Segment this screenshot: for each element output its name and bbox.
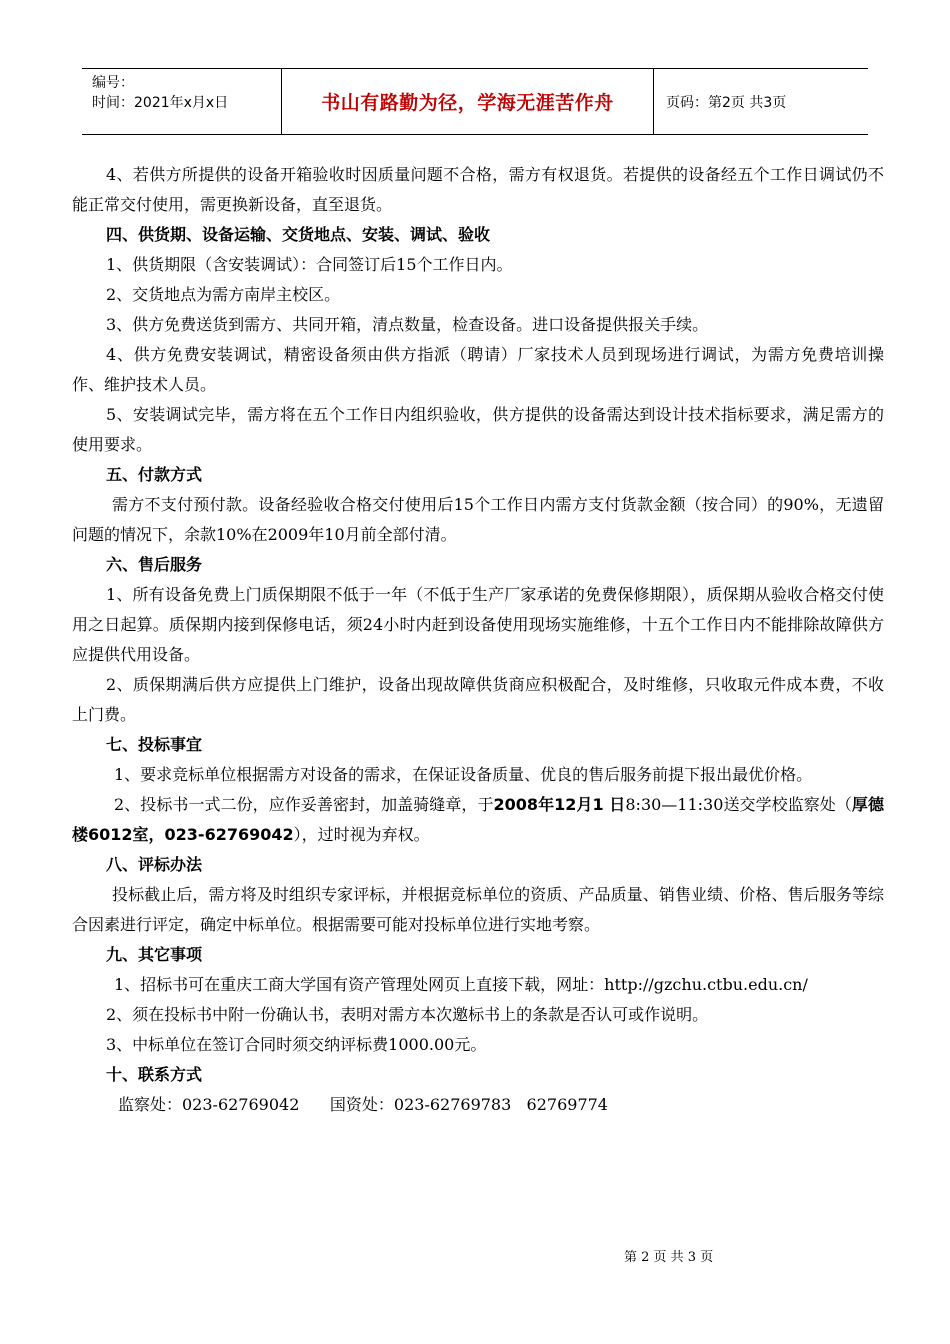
section-heading: 八、评标办法 bbox=[106, 855, 203, 874]
header-time: 时间：2021年x月x日 bbox=[92, 95, 229, 111]
paragraph: 1、招标书可在重庆工商大学国有资产管理处网页上直接下载，网址：http://gzchu.ctbu.edu.cn/ bbox=[114, 975, 808, 994]
section-heading: 七、投标事宜 bbox=[106, 735, 203, 754]
header-meta bbox=[82, 69, 282, 134]
page-header bbox=[82, 68, 868, 135]
section-heading: 四、供货期、设备运输、交货地点、安装、调试、验收 bbox=[106, 225, 491, 244]
section-heading: 十、联系方式 bbox=[106, 1065, 203, 1084]
paragraph: 3、中标单位在签订合同时须交纳评标费1000.00元。 bbox=[106, 1035, 487, 1054]
paragraph: 3、供方免费送货到需方、共同开箱，清点数量，检查设备。进口设备提供报关手续。 bbox=[106, 315, 709, 334]
document-body bbox=[72, 160, 884, 1120]
section-heading: 五、付款方式 bbox=[106, 465, 203, 484]
header-page-number: 页码：第2页 共3页 bbox=[666, 94, 787, 111]
paragraph-bid-submission bbox=[72, 790, 884, 850]
paragraph: 2、质保期满后供方应提供上门维护，设备出现故障供货商应积极配合，及时维修，只收取元件成本费，不收上门费。 bbox=[72, 675, 884, 724]
office-address: 厚德楼6012室，023-62769042 bbox=[72, 795, 884, 844]
paragraph: 1、供货期限（含安装调试）：合同签订后15个工作日内。 bbox=[106, 255, 513, 274]
text-run: 2、投标书一式二份，应作妥善密封，加盖骑缝章，于 bbox=[114, 795, 494, 814]
paragraph: 投标截止后，需方将及时组织专家评标，并根据竞标单位的资质、产品质量、销售业绩、价格、售后服务等综合因素进行评定，确定中标单位。根据需要可能对投标单位进行实地考察。 bbox=[72, 885, 884, 934]
paragraph: 2、须在投标书中附一份确认书，表明对需方本次邀标书上的条款是否认可或作说明。 bbox=[106, 1005, 709, 1024]
section-heading: 九、其它事项 bbox=[106, 945, 203, 964]
paragraph: 1、所有设备免费上门质保期限不低于一年（不低于生产厂家承诺的免费保修期限），质保期从验收合格交付使用之日起算。质保期内接到保修电话，须24小时内赶到设备使用现场实施维修，十五个工作日内不能排除故障供方应提供代用设备。 bbox=[72, 585, 884, 664]
text-run: 8:30—11:30送交学校监察处（ bbox=[625, 795, 852, 814]
paragraph: 5、安装调试完毕，需方将在五个工作日内组织验收，供方提供的设备需达到设计技术指标要求，满足需方的使用要求。 bbox=[72, 405, 884, 454]
paragraph: 4、若供方所提供的设备开箱验收时因质量问题不合格，需方有权退货。若提供的设备经五个工作日调试仍不能正常交付使用，需更换新设备，直至退货。 bbox=[72, 165, 884, 214]
header-motto: 书山有路勤为径，学海无涯苦作舟 bbox=[282, 69, 654, 134]
page-footer: 第 2 页 共 3 页 bbox=[624, 1250, 714, 1265]
contact-info: 监察处：023-62769042 国资处：023-62769783 62769774 bbox=[118, 1095, 608, 1114]
paragraph: 需方不支付预付款。设备经验收合格交付使用后15个工作日内需方支付货款金额（按合同）的90%，无遗留问题的情况下，余款10%在2009年10月前全部付清。 bbox=[72, 495, 884, 544]
section-heading: 六、售后服务 bbox=[106, 555, 203, 574]
deadline-date: 2008年12月1 日 bbox=[493, 795, 626, 814]
paragraph: 2、交货地点为需方南岸主校区。 bbox=[106, 285, 341, 304]
text-run: ），过时视为弃权。 bbox=[293, 825, 430, 844]
header-number: 编号： bbox=[92, 75, 134, 91]
paragraph: 4、供方免费安装调试，精密设备须由供方指派（聘请）厂家技术人员到现场进行调试，为需方免费培训操作、维护技术人员。 bbox=[72, 345, 884, 394]
paragraph: 1、要求竞标单位根据需方对设备的需求，在保证设备质量、优良的售后服务前提下报出最优价格。 bbox=[114, 765, 813, 784]
